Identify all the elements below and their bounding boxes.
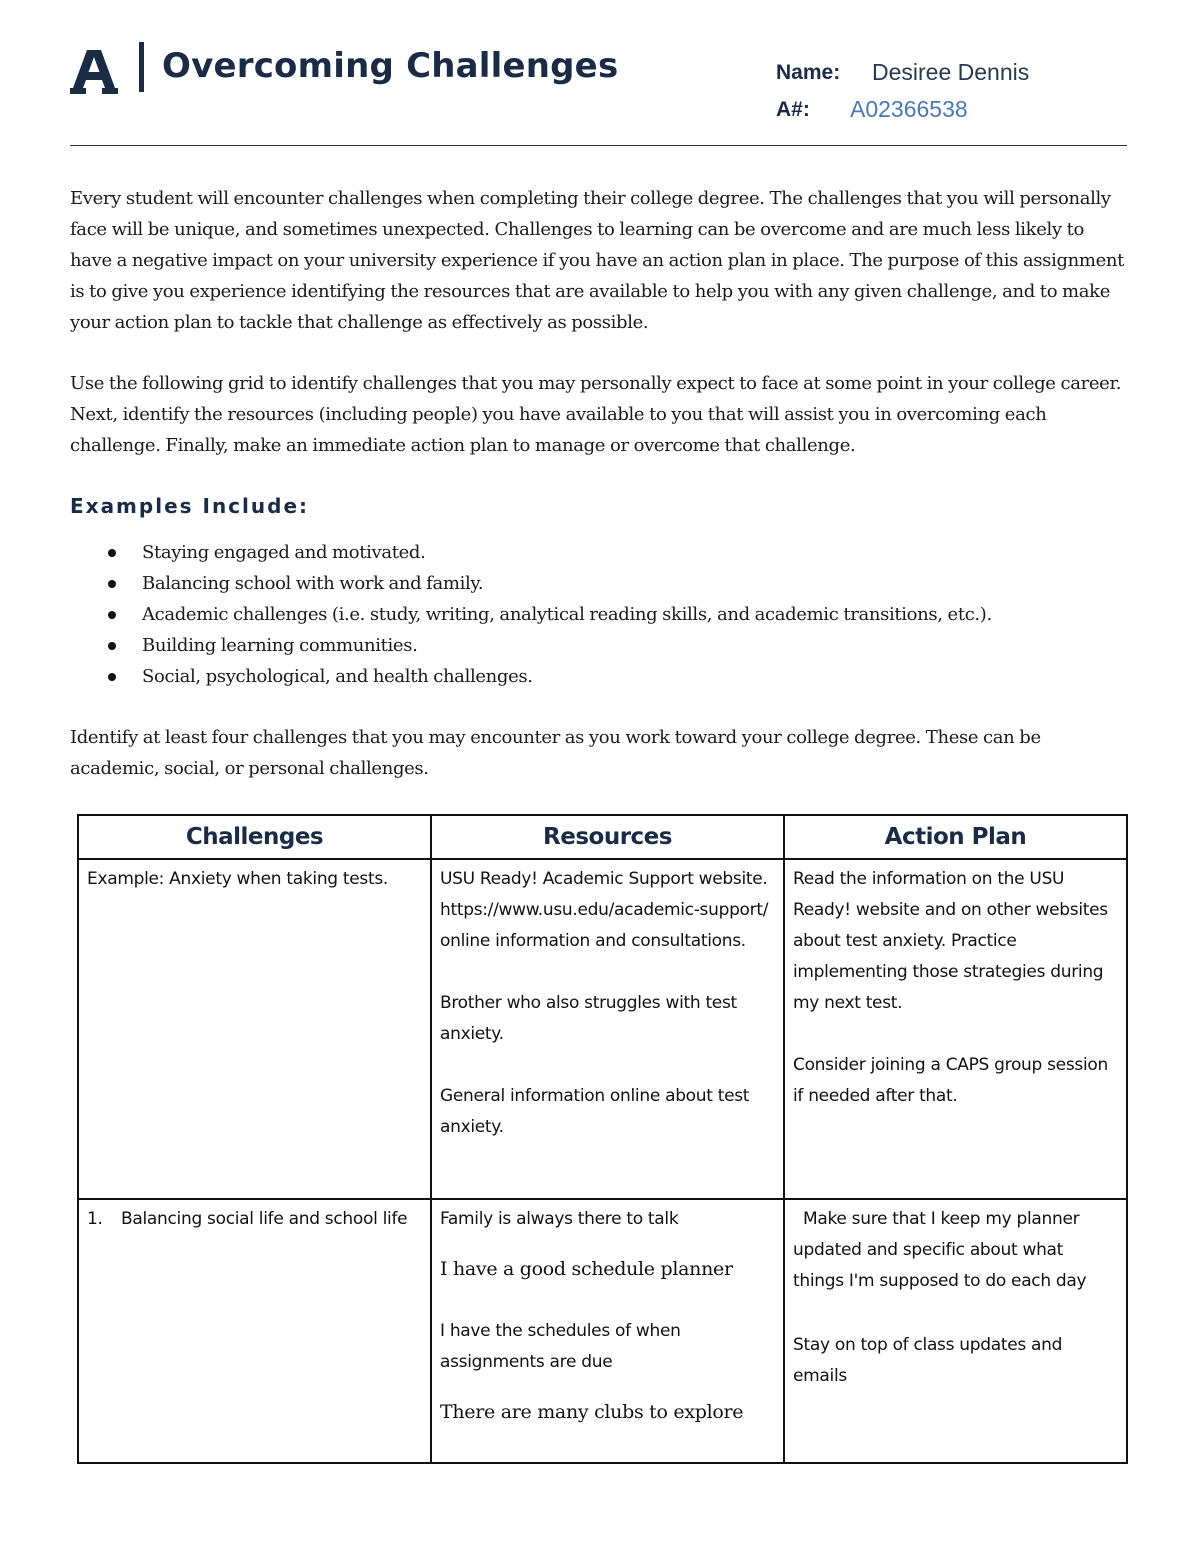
- table-header-row: [78, 815, 1127, 859]
- bullet-icon: [108, 580, 116, 588]
- bullet-icon: [108, 673, 116, 681]
- list-item: Building learning communities.: [70, 630, 1130, 661]
- list-item: Balancing school with work and family.: [70, 568, 1130, 599]
- list-item: Social, psychological, and health challenges.: [70, 661, 1130, 692]
- table-row: [78, 1199, 1127, 1463]
- intro-paragraph-1: Every student will encounter challenges when completing their college degree. The challenges that you will personally face will be unique, and sometimes unexpected. Challenges to learning can be overcome and are much less likely to have a negative impact on your university experience if you have an action plan in place. The purpose of this assignment is to give you experience identifying the resources that are available to help you with any given challenge, and to make your action plan to tackle that challenge as effectively as possible.: [70, 188, 1125, 333]
- bullet-icon: [108, 611, 116, 619]
- a-number-label: A#:: [776, 98, 810, 121]
- bullet-icon: [108, 642, 116, 650]
- list-item: Academic challenges (i.e. study, writing, analytical reading skills, and academic transitions, etc.).: [70, 599, 1130, 630]
- instruction-paragraph: Identify at least four challenges that you may encounter as you work toward your college degree. These can be academic, social, or personal challenges.: [70, 727, 1041, 779]
- list-item: Staying engaged and motivated.: [70, 537, 1130, 568]
- intro-paragraph-2: Use the following grid to identify challenges that you may personally expect to face at some point in your college career. Next, identify the resources (including people) you have available to you that will assist you in overcoming each challenge. Finally, make an immediate action plan to manage or overcome that challenge.: [70, 373, 1122, 456]
- page-title: Overcoming Challenges: [162, 46, 619, 86]
- header-resources: Resources: [431, 815, 784, 859]
- challenges-table: [77, 814, 1128, 1464]
- challenge-1-cell: 1. Balancing social life and school life: [78, 1199, 431, 1463]
- bullet-icon: [108, 549, 116, 557]
- header-rule: [70, 145, 1127, 146]
- example-resources-cell: USU Ready! Academic Support website. https://www.usu.edu/academic-support/ online information and consultations. Brother who also struggles with test anxiety. General information online about test anxiety.: [431, 859, 784, 1199]
- examples-heading: Examples Include:: [70, 494, 310, 518]
- name-label: Name:: [776, 61, 841, 84]
- title-divider: [139, 42, 144, 92]
- header-action-plan: Action Plan: [784, 815, 1127, 859]
- table-row: [78, 859, 1127, 1199]
- university-logo-icon: [70, 48, 118, 94]
- resources-1-cell: Family is always there to talk I have a good schedule planner I have the schedules of when assignments are due There are many clubs to explore: [431, 1199, 784, 1463]
- example-challenge-cell: Example: Anxiety when taking tests.: [78, 859, 431, 1199]
- action-plan-1-cell: Make sure that I keep my planner updated and specific about what things I'm supposed to do each day Stay on top of class updates and emails: [784, 1199, 1127, 1463]
- a-number-value: A02366538: [850, 96, 968, 122]
- header-challenges: Challenges: [78, 815, 431, 859]
- name-value: Desiree Dennis: [872, 59, 1030, 85]
- example-action-plan-cell: Read the information on the USU Ready! website and on other websites about test anxiety. Practice implementing those strategies during my next test. Consider joining a CAPS group session if needed after that.: [784, 859, 1127, 1199]
- examples-list: [70, 537, 1130, 692]
